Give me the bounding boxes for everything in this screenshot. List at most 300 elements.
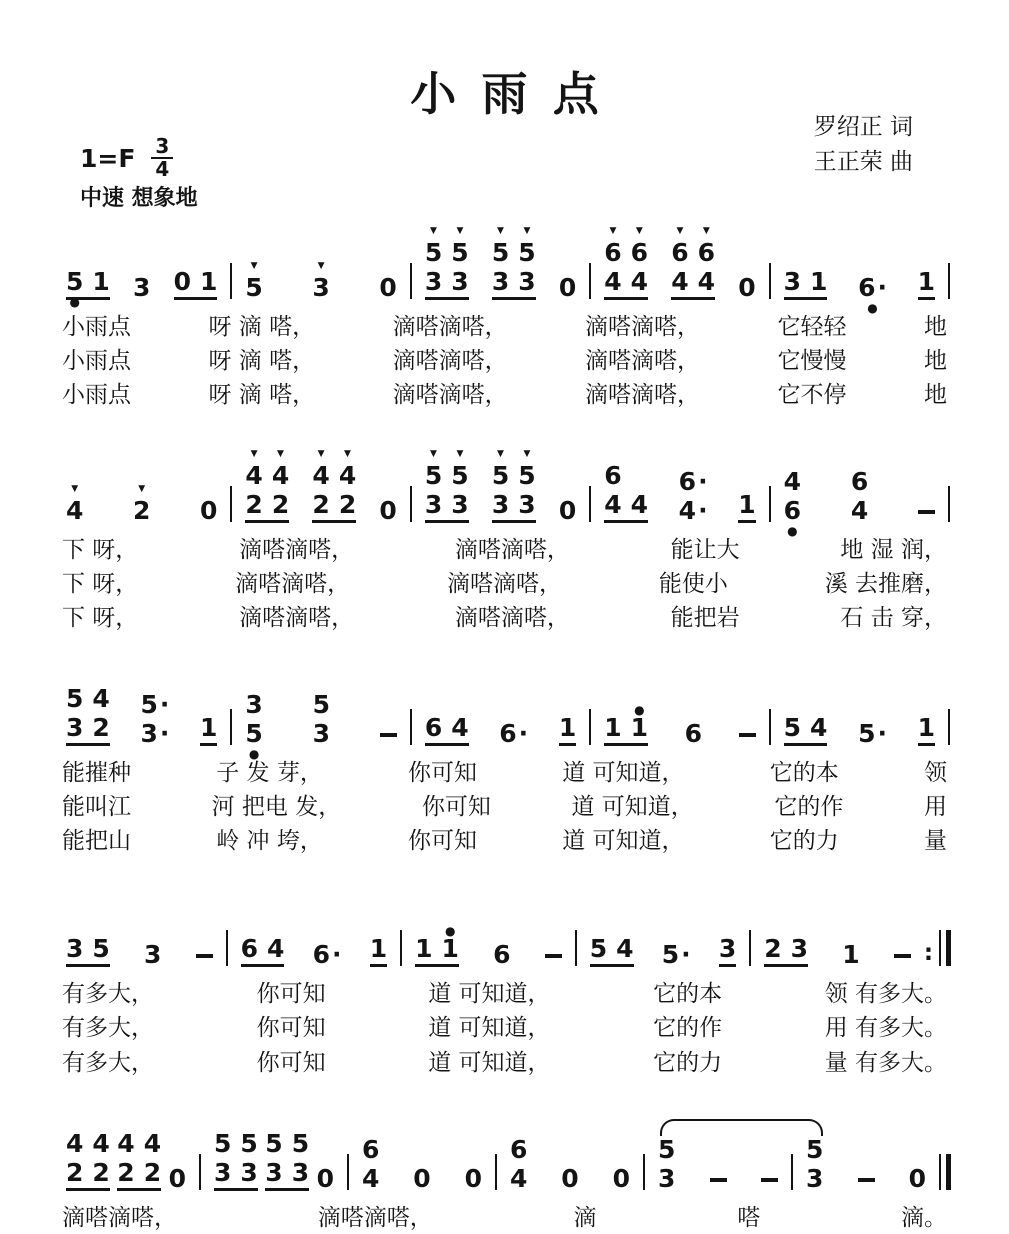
note-digit: 3 xyxy=(518,267,536,296)
augmentation-dot: · xyxy=(159,719,170,749)
dash-note xyxy=(761,1178,778,1191)
note-digit: 3 xyxy=(66,934,84,964)
measure xyxy=(56,1128,196,1193)
lyric-row xyxy=(62,346,947,377)
note-digit: 5 xyxy=(783,713,802,743)
barline xyxy=(575,930,577,966)
note xyxy=(369,934,388,964)
duration-dash xyxy=(761,1178,778,1182)
system-5 xyxy=(56,1105,953,1234)
note-digit: 0 xyxy=(316,1163,334,1193)
upper-voice-digit: 6 xyxy=(604,238,622,267)
rest-note xyxy=(168,1163,186,1193)
accent-icon: ▼ xyxy=(609,226,617,236)
barline xyxy=(230,709,232,745)
note xyxy=(312,940,342,970)
measure xyxy=(594,226,765,302)
accent-icon: ▼ xyxy=(317,261,325,271)
accent-icon: ▼ xyxy=(430,226,437,236)
time-denominator: 4 xyxy=(155,157,170,181)
upper-voice-digit: 4 xyxy=(312,461,330,491)
note-digit: 2 xyxy=(764,934,782,964)
note xyxy=(558,713,577,743)
note-digit: 0 xyxy=(200,496,218,526)
augmentation-dot: · xyxy=(877,273,887,302)
upper-voice-digit: 4 xyxy=(271,461,290,491)
note-digit: 5 xyxy=(589,934,608,964)
accent-icon: ▼ xyxy=(250,261,258,271)
measure xyxy=(796,1134,936,1193)
beam-group xyxy=(604,463,648,523)
credits xyxy=(814,110,913,179)
note xyxy=(245,690,263,762)
lyric-segment: 滴嗒滴嗒， xyxy=(392,382,508,409)
note-digit: 3 xyxy=(424,490,443,520)
measure xyxy=(774,713,945,749)
measure xyxy=(580,934,747,970)
measure xyxy=(774,467,945,539)
note-digit: 1 xyxy=(558,713,577,743)
lyric-segment: 道 可知道， xyxy=(428,1015,551,1042)
upper-voice-digit: 5 xyxy=(518,461,536,491)
note-digit: 3 xyxy=(491,267,510,296)
beam-group xyxy=(117,1128,162,1191)
augmentation-dot: · xyxy=(698,467,708,497)
note-digit: 3 xyxy=(240,1157,258,1187)
lyric-segment: 滴嗒滴嗒， xyxy=(447,571,562,598)
dash-note xyxy=(545,954,562,967)
lyric-row xyxy=(62,1203,947,1234)
song-title: 小雨点 xyxy=(410,67,625,121)
note xyxy=(245,261,263,302)
note xyxy=(92,684,110,743)
note xyxy=(265,1128,283,1187)
beam-group xyxy=(424,449,469,523)
lyric-segment: 道 可知道， xyxy=(571,794,694,821)
note xyxy=(66,1128,84,1187)
note-digit: 0 xyxy=(612,1163,630,1193)
augmentation-dot: · xyxy=(698,496,708,526)
note xyxy=(338,449,357,520)
note xyxy=(678,467,708,526)
lyric-segment: 能摧种 xyxy=(62,760,131,787)
augmentation-dot: · xyxy=(332,940,342,970)
rest-note xyxy=(379,275,396,300)
note-digit: 6· xyxy=(858,273,887,302)
lyric-segment: 呀 滴 嗒， xyxy=(208,348,316,375)
note xyxy=(518,226,536,296)
lyric-segment: 你可知 xyxy=(256,981,326,1008)
lyric-segment: 道 可知道， xyxy=(428,981,551,1008)
lyric-segment: 它轻轻 xyxy=(777,314,847,340)
measure xyxy=(500,1134,640,1193)
measure xyxy=(231,934,398,970)
note-digit: 4 xyxy=(810,713,828,743)
lyric-row xyxy=(62,979,947,1010)
lyric-segment: 量 有多大。 xyxy=(824,1049,947,1076)
note xyxy=(451,713,469,743)
lyric-segment: 滴嗒滴嗒， xyxy=(454,605,570,632)
lyric-segment: 领 xyxy=(923,760,947,787)
lyric-segment: 滴嗒滴嗒， xyxy=(585,348,701,375)
composer-credit: 王正荣 曲 xyxy=(813,148,913,175)
note xyxy=(133,275,150,300)
beam-group xyxy=(918,269,935,300)
note-digit: 2 xyxy=(92,1157,110,1187)
note-digit: 0 xyxy=(173,267,191,296)
system-3 xyxy=(56,660,953,857)
low-octave-dot: ● xyxy=(69,295,80,309)
measure xyxy=(594,461,765,526)
barline xyxy=(939,930,941,966)
lyric-segment: 你可知 xyxy=(408,828,478,855)
note xyxy=(66,267,84,309)
repeat-dots: : xyxy=(923,940,934,967)
barline xyxy=(589,709,591,745)
low-octave-dot: ● xyxy=(248,747,260,762)
note xyxy=(491,226,510,296)
upper-voice-digit: 3 xyxy=(245,690,263,720)
barline xyxy=(643,1154,645,1190)
lyric-segment: 它的本 xyxy=(653,981,723,1008)
upper-voice-digit: 4 xyxy=(92,1128,110,1158)
key-signature: 1=F xyxy=(80,143,136,173)
lyric-segment: 滴嗒滴嗒， xyxy=(392,314,508,340)
note-digit: 1 xyxy=(92,267,110,296)
duration-dash xyxy=(710,1178,727,1182)
note-digit: 6· xyxy=(499,719,529,749)
barline xyxy=(948,486,950,522)
note-digit: 3 xyxy=(214,1157,232,1187)
lyric-segment: 滴嗒滴嗒， xyxy=(317,1204,433,1231)
note xyxy=(200,713,218,743)
lyric-segment: 滴嗒滴嗒， xyxy=(454,537,570,564)
dash-note xyxy=(196,954,213,967)
lyric-segment: 它的力 xyxy=(769,828,839,855)
lyric-segment: 子 发 芽， xyxy=(216,760,323,787)
note xyxy=(738,490,756,520)
note-digit: 2 xyxy=(338,490,357,520)
note xyxy=(661,940,691,970)
lyric-segment: 道 可知道， xyxy=(562,760,685,787)
note xyxy=(143,1128,162,1187)
note-digit: 3 xyxy=(790,934,809,964)
note-digit: 1 xyxy=(441,934,459,964)
lyric-segment: 下 呀， xyxy=(62,571,139,598)
high-octave-dot: ● xyxy=(444,924,456,939)
note-digit: 2 xyxy=(312,490,330,520)
note-digit: 4 xyxy=(671,267,689,296)
lyric-segment: 滴嗒滴嗒， xyxy=(62,1204,177,1231)
note-digit: 3 xyxy=(718,934,737,964)
lyric-segment: 滴嗒滴嗒， xyxy=(392,348,508,375)
note-digit: 0 xyxy=(379,273,397,302)
note xyxy=(66,684,84,743)
lyric-segment: 它的力 xyxy=(653,1049,723,1076)
beam-group xyxy=(604,703,649,746)
barline xyxy=(410,263,412,299)
note-digit: 3 xyxy=(451,490,469,520)
note-digit: 6 xyxy=(424,713,443,743)
rest-note xyxy=(174,269,191,294)
note xyxy=(92,269,109,294)
music-row xyxy=(56,660,953,762)
note xyxy=(604,461,622,520)
upper-voice-digit: 4 xyxy=(66,1128,84,1158)
note xyxy=(604,226,622,296)
note-digit: 0 xyxy=(464,1163,482,1193)
note-digit: 6 xyxy=(240,934,258,964)
lyric-row xyxy=(62,569,947,600)
lyric-segment: 嗒 xyxy=(737,1204,761,1231)
upper-voice-digit: 5 xyxy=(424,238,443,267)
note xyxy=(790,934,809,964)
upper-voice-digit: 6 xyxy=(671,238,689,267)
beam-group xyxy=(764,936,808,967)
barline xyxy=(199,1154,201,1190)
note-digit: 3 xyxy=(291,1157,310,1187)
system-4 xyxy=(56,883,953,1078)
time-signature xyxy=(151,136,173,180)
note xyxy=(424,713,443,743)
beam-group xyxy=(491,226,536,300)
note-digit: 1 xyxy=(630,713,649,743)
score-body xyxy=(56,214,953,1234)
lyric-segment: 下 呀， xyxy=(62,605,139,632)
beam-group xyxy=(245,449,290,523)
upper-voice-digit: 5 xyxy=(424,461,443,491)
note xyxy=(424,226,443,296)
barline xyxy=(791,1154,793,1190)
note-digit: 2 xyxy=(245,490,263,520)
lyric-segment: 它不停 xyxy=(777,382,847,409)
beam-group xyxy=(174,269,218,300)
note xyxy=(842,940,860,970)
rest-note xyxy=(464,1163,482,1193)
barline xyxy=(410,486,412,522)
note-digit: 5· xyxy=(858,719,887,749)
measure xyxy=(648,1134,788,1193)
note xyxy=(66,484,84,526)
note-digit: 3 xyxy=(491,490,510,520)
note-digit: 5 xyxy=(66,267,84,296)
note xyxy=(518,449,536,520)
accent-icon: ▼ xyxy=(456,449,464,460)
note-digit: 4 xyxy=(266,934,285,964)
lyric-segment: 能使小 xyxy=(658,571,728,598)
duration-dash xyxy=(196,954,213,958)
lyric-segment: 小雨点 xyxy=(62,314,131,340)
lyric-row xyxy=(62,312,947,343)
note xyxy=(415,934,433,964)
note xyxy=(499,719,529,749)
barline xyxy=(495,1154,497,1190)
beam-group xyxy=(784,715,828,746)
accent-icon: ▼ xyxy=(250,449,258,460)
barline xyxy=(769,486,771,522)
barline xyxy=(589,486,591,522)
note xyxy=(245,449,263,520)
low-octave-dot: ● xyxy=(867,301,878,315)
duration-dash xyxy=(739,733,756,737)
lyric-segment: 能把山 xyxy=(62,828,131,855)
note xyxy=(200,269,217,294)
lyric-segment: 滴嗒滴嗒， xyxy=(585,382,701,409)
dash-note xyxy=(710,1178,727,1191)
note-digit: 2 xyxy=(133,496,151,526)
note-digit: 3 xyxy=(806,1163,824,1193)
lyric-segment: 领 有多大。 xyxy=(824,981,947,1008)
note xyxy=(451,449,469,520)
duration-dash xyxy=(894,954,911,958)
lyric-segment: 地 湿 润， xyxy=(840,537,947,564)
accent-icon: ▼ xyxy=(497,226,504,236)
lyric-segment: 它的作 xyxy=(774,794,844,821)
note xyxy=(806,1134,824,1193)
upper-voice-digit: 5 xyxy=(240,1128,258,1158)
lyric-segment: 岭 冲 垮， xyxy=(216,828,323,855)
augmentation-dot: · xyxy=(159,690,170,720)
note-digit: 0 xyxy=(561,1163,579,1193)
lyrics-block xyxy=(56,312,953,411)
upper-voice-digit: 4 xyxy=(92,684,110,714)
note-digit: 4 xyxy=(66,496,84,526)
measure xyxy=(774,267,945,315)
lyric-segment: 用 有多大。 xyxy=(824,1015,947,1042)
beam-group xyxy=(66,936,110,967)
lyric-segment: 呀 滴 嗒， xyxy=(208,382,316,409)
beam-group xyxy=(200,715,217,746)
lyric-row xyxy=(62,826,947,857)
note xyxy=(266,934,285,964)
tempo-marking: 中速 想象地 xyxy=(80,185,198,211)
beam-group xyxy=(425,715,469,746)
lyric-segment: 你可知 xyxy=(256,1049,326,1076)
rest-note xyxy=(316,1163,334,1193)
note xyxy=(240,934,258,964)
augmentation-dot: · xyxy=(518,719,529,749)
lyric-segment: 有多大， xyxy=(62,1049,154,1076)
music-row xyxy=(56,437,953,539)
lyric-row xyxy=(62,535,947,566)
lyric-segment: 用 xyxy=(923,794,947,821)
note xyxy=(424,449,443,520)
lyric-segment: 下 呀， xyxy=(62,537,139,564)
upper-voice-digit: 5 xyxy=(214,1128,232,1158)
upper-voice-digit: 4 xyxy=(245,461,263,491)
note-digit: 1 xyxy=(200,267,218,296)
barline xyxy=(769,709,771,745)
system-1 xyxy=(56,214,953,411)
note-digit: 2 xyxy=(143,1157,162,1187)
note-digit: 2 xyxy=(271,490,290,520)
lyric-segment: 地 xyxy=(923,382,947,409)
upper-voice-digit: 6 xyxy=(850,467,869,497)
augmentation-dot: · xyxy=(681,940,691,970)
lyric-row xyxy=(62,1013,947,1044)
note xyxy=(697,226,716,296)
note xyxy=(92,934,110,964)
measure xyxy=(352,1134,492,1193)
lyrics-block xyxy=(56,758,953,857)
note-digit: 4 xyxy=(630,267,649,296)
barline xyxy=(230,263,232,299)
lyric-segment: 小雨点 xyxy=(62,348,131,375)
note-digit: 1 xyxy=(200,713,218,743)
lyric-segment: 量 xyxy=(923,828,947,855)
lyric-segment: 地 xyxy=(923,348,947,375)
note xyxy=(441,924,459,964)
note xyxy=(810,713,828,743)
note-digit: 4 xyxy=(604,490,622,520)
upper-voice-digit: 5 xyxy=(491,461,510,491)
lyric-segment: 溪 去推磨， xyxy=(824,571,947,598)
beam-group xyxy=(491,449,536,523)
note xyxy=(918,269,935,294)
note xyxy=(214,1128,232,1187)
note-digit: 2 xyxy=(92,713,110,743)
barline xyxy=(948,263,950,299)
barline xyxy=(589,263,591,299)
measure xyxy=(204,1128,344,1193)
beam-group xyxy=(719,936,736,967)
note xyxy=(312,690,331,749)
note-digit: 1 xyxy=(842,940,860,970)
accent-icon: ▼ xyxy=(676,226,684,236)
rest-note xyxy=(612,1163,630,1193)
dash-note xyxy=(380,733,397,746)
beam-group xyxy=(559,715,576,746)
note-digit: 3 xyxy=(312,273,330,302)
duration-dash xyxy=(380,733,397,737)
upper-voice-digit: 5 xyxy=(451,238,469,267)
note xyxy=(92,1128,110,1187)
upper-voice-digit: 5 xyxy=(291,1128,310,1158)
accent-icon: ▼ xyxy=(344,449,351,460)
lyric-segment: 能把岩 xyxy=(670,605,740,632)
measure xyxy=(56,934,223,970)
lyric-row xyxy=(62,380,947,411)
lyric-segment: 能让大 xyxy=(670,537,740,564)
barline xyxy=(410,709,412,745)
note xyxy=(589,934,608,964)
accent-icon: ▼ xyxy=(497,449,504,460)
note-digit: 1 xyxy=(415,934,433,964)
note xyxy=(784,269,801,294)
barline xyxy=(226,930,228,966)
upper-voice-digit: 5 xyxy=(518,238,536,267)
music-row xyxy=(56,214,953,315)
note xyxy=(850,467,869,526)
lyric-segment: 滴嗒滴嗒， xyxy=(235,571,351,598)
lyrics-block xyxy=(56,1203,953,1234)
note-digit: 4 xyxy=(362,1163,380,1193)
accent-icon: ▼ xyxy=(635,226,643,236)
lyric-segment: 有多大， xyxy=(62,981,154,1008)
lyric-segment: 你可知 xyxy=(408,760,478,787)
note-digit: 1 xyxy=(738,490,756,520)
note-digit: 3 xyxy=(143,940,162,970)
note-digit: 6 xyxy=(684,719,703,749)
beam-group xyxy=(415,924,459,967)
lyrics-block xyxy=(56,535,953,634)
beam-group xyxy=(918,715,935,746)
note-digit: 3 xyxy=(783,267,802,296)
note-digit: 6 xyxy=(783,496,802,526)
measure xyxy=(235,449,406,526)
lyric-segment: 滴。 xyxy=(901,1204,947,1231)
measure xyxy=(754,934,921,970)
